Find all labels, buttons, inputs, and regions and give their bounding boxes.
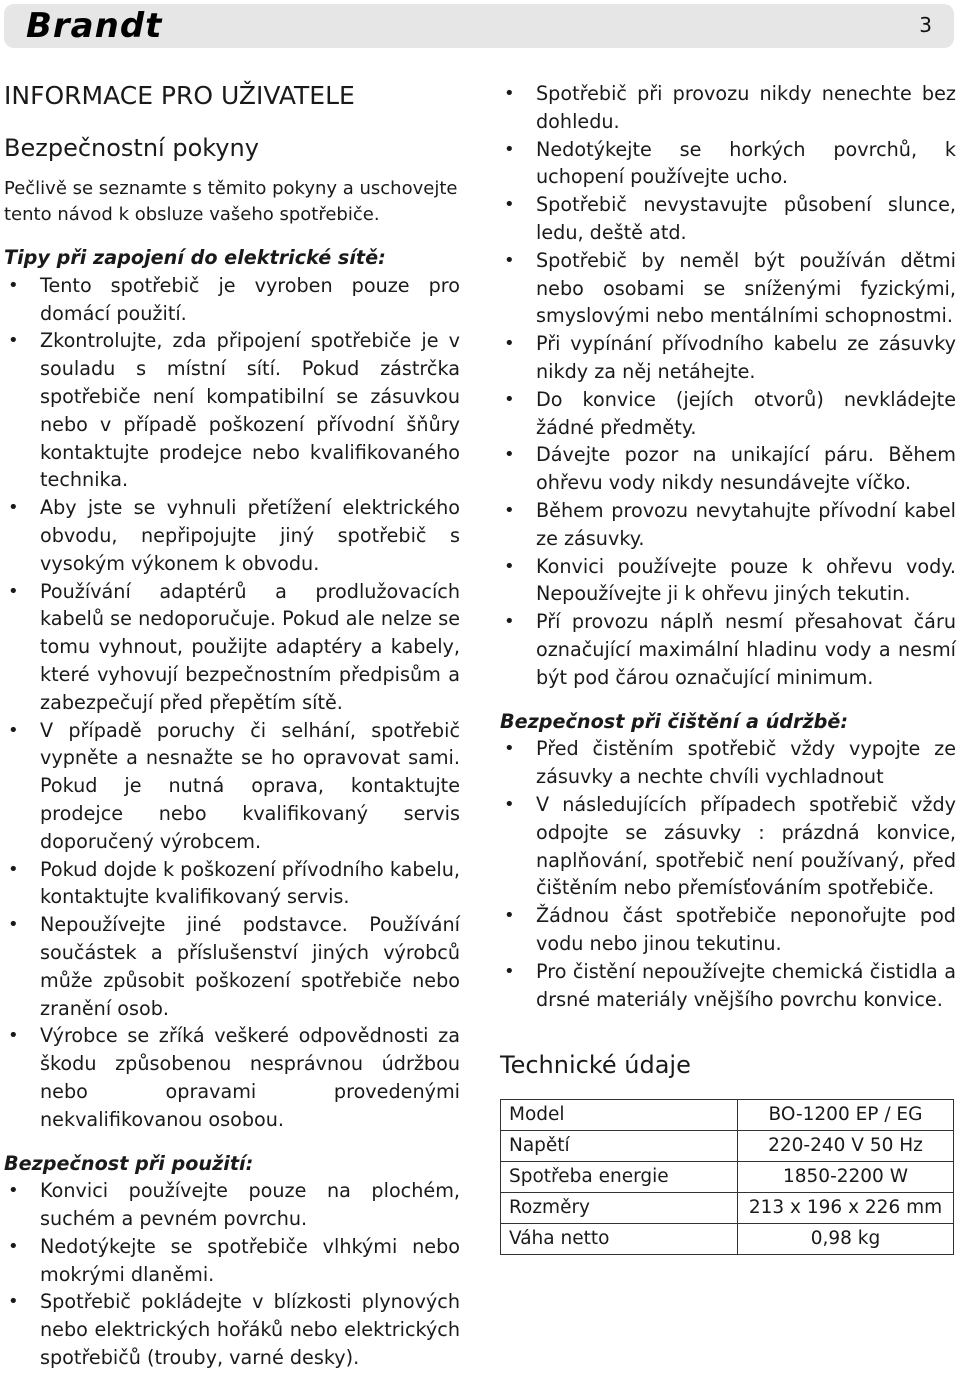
spec-value: 1850-2200 W (738, 1162, 954, 1193)
table-row (501, 1193, 954, 1224)
list-item: • Před čistěním spotřebič vždy vypojte ze zásuvky a nechte chvíli vychladnout (500, 735, 956, 791)
list-item: • Do konvice (jejích otvorů) nevkládejte žádné předměty. (500, 386, 956, 442)
page-number: 3 (919, 13, 932, 37)
subheading-usage-safety: Bezpečnost při použití: (4, 1151, 254, 1175)
right-column (500, 80, 956, 1255)
list-item: • V případě poruchy či selhání, spotřebič vypněte a nesnažte se ho opravovat sami. Pokud je nutná oprava, kontaktujte prodejce nebo kvalifikovaný servis doporučený výrobcem. (4, 717, 460, 856)
subheading-electrical: Tipy při zapojení do elektrické sítě: (4, 246, 386, 269)
left-column (4, 80, 460, 1372)
table-row (501, 1131, 954, 1162)
brand-logo: Brandt (26, 6, 163, 46)
list-item: • Při vypínání přívodního kabelu ze zásuvky nikdy za něj netáhejte. (500, 330, 956, 386)
list-item: • V následujících případech spotřebič vždy odpojte se zásuvky : prázdná konvice, naplňování, spotřebič není používaný, před čištěním nebo přemísťováním spotřebiče. (500, 791, 956, 902)
list-item: • Žádnou část spotřebiče neponořujte pod vodu nebo jinou tekutinu. (500, 902, 956, 958)
spec-value: 213 x 196 x 226 mm (738, 1193, 954, 1224)
page-title: INFORMACE PRO UŽIVATELE (4, 81, 355, 110)
list-item: • Pří provozu náplň nesmí přesahovat čáru označující maximální hladinu vody a nesmí být pod čárou označující minimum. (500, 608, 956, 691)
usage-safety-list (4, 1177, 460, 1372)
table-row (501, 1162, 954, 1193)
spec-label: Model (501, 1100, 738, 1131)
intro-paragraph: Pečlivě se seznamte s těmito pokyny a uschovejte tento návod k obsluze vašeho spotřebiče. (4, 178, 458, 225)
spec-value: 0,98 kg (738, 1224, 954, 1255)
table-row (501, 1100, 954, 1131)
list-item: • Spotřebič nevystavujte působení slunce, ledu, deště atd. (500, 191, 956, 247)
cleaning-safety-list (500, 735, 956, 1013)
subheading-cleaning-safety: Bezpečnost při čištění a údržbě: (500, 709, 849, 733)
list-item: • Dávejte pozor na unikající páru. Během ohřevu vody nikdy nesundávejte víčko. (500, 441, 956, 497)
section-title-technical: Technické údaje (500, 1051, 691, 1080)
section-title-safety: Bezpečnostní pokyny (4, 134, 259, 162)
list-item: • Během provozu nevytahujte přívodní kabel ze zásuvky. (500, 497, 956, 553)
list-item: • Výrobce se zříká veškeré odpovědnosti za škodu způsobenou nesprávnou údržbou nebo opravami provedenými nekvalifikovanou osobou. (4, 1022, 460, 1133)
list-item: • Zkontrolujte, zda připojení spotřebiče je v souladu s místní sítí. Pokud zástrčka spotřebiče není kompatibilní se zásuvkou nebo v případě poškození přívodní šňůry kontaktujte prodejce nebo kvalifikovaného technika. (4, 327, 460, 494)
spec-label: Rozměry (501, 1193, 738, 1224)
list-item: • Aby jste se vyhnuli přetížení elektrického obvodu, nepřipojujte jiný spotřebič s vysokým výkonem k obvodu. (4, 494, 460, 577)
spec-table (500, 1099, 954, 1255)
usage-safety-list-continued (500, 80, 956, 692)
list-item: • Konvici používejte pouze na plochém, suchém a pevném povrchu. (4, 1177, 460, 1233)
list-item: • Pokud dojde k poškození přívodního kabelu, kontaktujte kvalifikovaný servis. (4, 856, 460, 912)
list-item: • Nepoužívejte jiné podstavce. Používání součástek a příslušenství jiných výrobců může způsobit poškození spotřebiče nebo zranění osob. (4, 911, 460, 1022)
list-item: • Nedotýkejte se horkých povrchů, k uchopení používejte ucho. (500, 136, 956, 192)
list-item: • Používání adaptérů a prodlužovacích kabelů se nedoporučuje. Pokud ale nelze se tomu vyhnout, použijte adaptéry a kabely, které vyhovují bezpečnostním předpisům a zabezpečují před přepětím sítě. (4, 578, 460, 717)
header-bar (4, 4, 954, 48)
spec-label: Váha netto (501, 1224, 738, 1255)
list-item: • Spotřebič by neměl být používán dětmi nebo osobami se sníženými fyzickými, smyslovými nebo mentálními schopnostmi. (500, 247, 956, 330)
table-row (501, 1224, 954, 1255)
list-item: • Pro čistění nepoužívejte chemická čistidla a drsné materiály vnějšího povrchu konvice. (500, 958, 956, 1014)
electrical-tips-list (4, 272, 460, 1134)
spec-label: Napětí (501, 1131, 738, 1162)
list-item: • Spotřebič pokládejte v blízkosti plynových nebo elektrických hořáků nebo elektrických spotřebičů (trouby, varné desky). (4, 1288, 460, 1371)
spec-label: Spotřeba energie (501, 1162, 738, 1193)
list-item: • Konvici používejte pouze k ohřevu vody. Nepoužívejte ji k ohřevu jiných tekutin. (500, 553, 956, 609)
spec-value: 220-240 V 50 Hz (738, 1131, 954, 1162)
list-item: • Nedotýkejte se spotřebiče vlhkými nebo mokrými dlaněmi. (4, 1233, 460, 1289)
list-item: • Spotřebič při provozu nikdy nenechte bez dohledu. (500, 80, 956, 136)
spec-value: BO-1200 EP / EG (738, 1100, 954, 1131)
list-item: • Tento spotřebič je vyroben pouze pro domácí použití. (4, 272, 460, 328)
